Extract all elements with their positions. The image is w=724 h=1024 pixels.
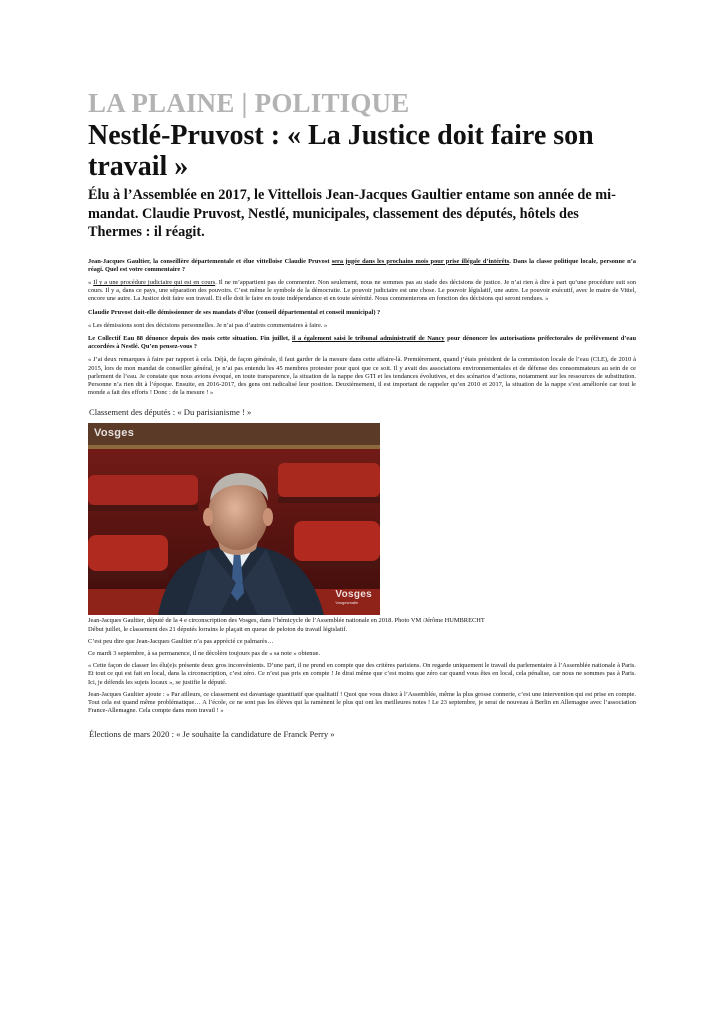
photo-caption: Jean-Jacques Gaultier, député de la 4 e circonscription des Vosges, dans l’hémicycle de l’Assemblée nationale en 2018. Photo VM /Jérôme HUMBRECHT	[88, 617, 485, 625]
question-3-text-a: Le Collectif Eau 88 dénonce depuis des mois cette situation. Fin juillet,	[88, 334, 293, 342]
question-1-text-b: . Dans la classe politique locale, personne n’a réagi. Quel est votre commentaire ?	[88, 257, 636, 273]
section-2-paragraph-2: C’est peu dire que Jean-Jacques Gaultier n’a pas apprécié ce palmarès…	[88, 637, 274, 645]
article	[88, 88, 636, 739]
section-2-paragraph-1: Début juillet, le classement des 21 députés lorrains le plaçait en queue de peloton du travail législatif.	[88, 625, 348, 633]
section-2-paragraph-4: « Cette façon de classer les élu(e)s présente deux gros inconvénients. D’une part, il ne prend en compte que des critères parisiens. On regarde uniquement le travail du parlementaire à l’Assemblée nationale à Paris. Et tout ce qui est fait en local, dans la circonscription, c’est zéro. Ce n’est pas pris en compte ! Je dirai même que c’est moins que zéro car quand vous êtes en local, cela pénalise, car nous ne sommes pas à Paris. Ici, je défends les sujets locaux », se justifie le député.	[88, 662, 636, 686]
section-heading-ranking: Classement des députés : « Du parisianisme ! »	[89, 407, 252, 418]
question-1-link[interactable]: sera jugée dans les prochains mois pour prise illégale d’intérêts	[331, 257, 510, 265]
article-lead: Élu à l’Assemblée en 2017, le Vittellois Jean-Jacques Gaultier entame son année de mi-mandat. Claudie Pruvost, Nestlé, municipales, classement des députés, hôtels des Thermes : il réagit.	[88, 187, 616, 240]
section-heading-elections: Élections de mars 2020 : « Je souhaite la candidature de Franck Perry »	[89, 729, 335, 740]
interview-section-2	[88, 626, 636, 716]
question-3-link[interactable]: il a également saisi le tribunal administratif de Nancy	[292, 334, 445, 342]
article-kicker: LA PLAINE | POLITIQUE	[88, 88, 410, 118]
section-2-paragraph-3: Ce mardi 3 septembre, à sa permanence, il ne décolère toujours pas de « sa note » obtenue.	[88, 649, 321, 657]
question-3	[88, 335, 636, 351]
question-2: Claudie Pruvost doit-elle démissionner de ses mandats d’élue (conseil départemental et conseil municipal) ?	[88, 308, 381, 316]
answer-1	[88, 279, 636, 304]
answer-2: « Les démissions sont des décisions personnelles. Je n’ai pas d’autres commentaires à faire. »	[88, 321, 328, 329]
answer-1-text-b: . Il ne m’appartient pas de commenter. Non seulement, nous ne sommes pas au stade des décisions de justice. Je n’ai rien à dire à part qu’une procédure suit son cours. Il y a, dans ce pays, une séparation des pouvoirs. C’est même le symbole de la démocratie. Le pouvoir judiciaire est une chose. Le pouvoir législatif, une autre. Le pouvoir exécutif, avec le maire de Vittel, encore une autre. La Justice doit faire son travail. Et elle doit le faire en toute indépendance et en toute sérénité. Nous commenterons en fonction des décisions qui seront rendues. »	[88, 278, 636, 303]
article-title: Nestlé-Pruvost : « La Justice doit faire son travail »	[88, 120, 594, 182]
photo-watermark-bottom-sub: Vosgesmatin	[335, 600, 359, 606]
section-2-paragraph-5: Jean-Jacques Gaultier ajoute : « Par ailleurs, ce classement est davantage quantitatif que qualitatif ! Quoi que vous disiez à l’Assemblée, même la plus grosse connerie, c’est une intervention qui est prise en compte. Tout cela est quand même problématique… A l’école, ce ne sont pas les élèves qui la ramènent le plus qui ont les meilleures notes ! Le 23 septembre, je serai de nouveau à Berlin en Allemagne avec l’association France-Allemagne. Cela compte dans mon travail ! »	[88, 690, 636, 715]
article-photo	[88, 423, 380, 615]
question-1	[88, 258, 636, 274]
photo-watermark-top: Vosges	[94, 427, 135, 440]
answer-1-link[interactable]: Il y a une procédure judiciaire qui est en cours	[93, 278, 216, 286]
answer-1-text-a: «	[88, 278, 94, 286]
answer-3: « J’ai deux remarques à faire par rapport à cela. Déjà, de façon générale, il faut garder de la mesure dans cette affaire-là. Premièrement, quand j’étais président de la commission locale de l’eau (CLE), de 2010 à 2015, lors de mon mandat de conseiller général, je n’ai pas entendu les 45 membres protester pour quoi que ce soit. Il y avait des associations environnementales et de défense des consommateurs au sein de ce parlement de l’eau. Je constate que nous avions évoqué, en toute transparence, la situation de la nappe des GTI et les tendances évolutives, et des scénarios d’actions, notamment sur les ressources de substitution. Personne n’a rien dit à l’époque. Ensuite, en 2016-2017, des gens ont radicalisé leur position. Deuxièmement, il est important de rappeler qu’en 2010 et 2017, la situation de la nappe s’est améliorée car tout le monde a fait des efforts ! Donc : de la mesure ! »	[88, 356, 636, 397]
interview-section-1	[88, 258, 636, 398]
question-3-text-b: pour dénoncer les autorisations préfectorales de prélèvement d’eau accordées à Nestlé. Qu’en pensez-vous ?	[88, 334, 637, 351]
question-1-text-a: Jean-Jacques Gaultier, la conseillère départementale et élue vittelloise Claudie Pruvost	[88, 257, 332, 265]
photo-illustration	[88, 423, 380, 615]
photo-watermark-bottom-text: Vosges	[335, 589, 372, 601]
photo-watermark-bottom	[335, 589, 372, 605]
